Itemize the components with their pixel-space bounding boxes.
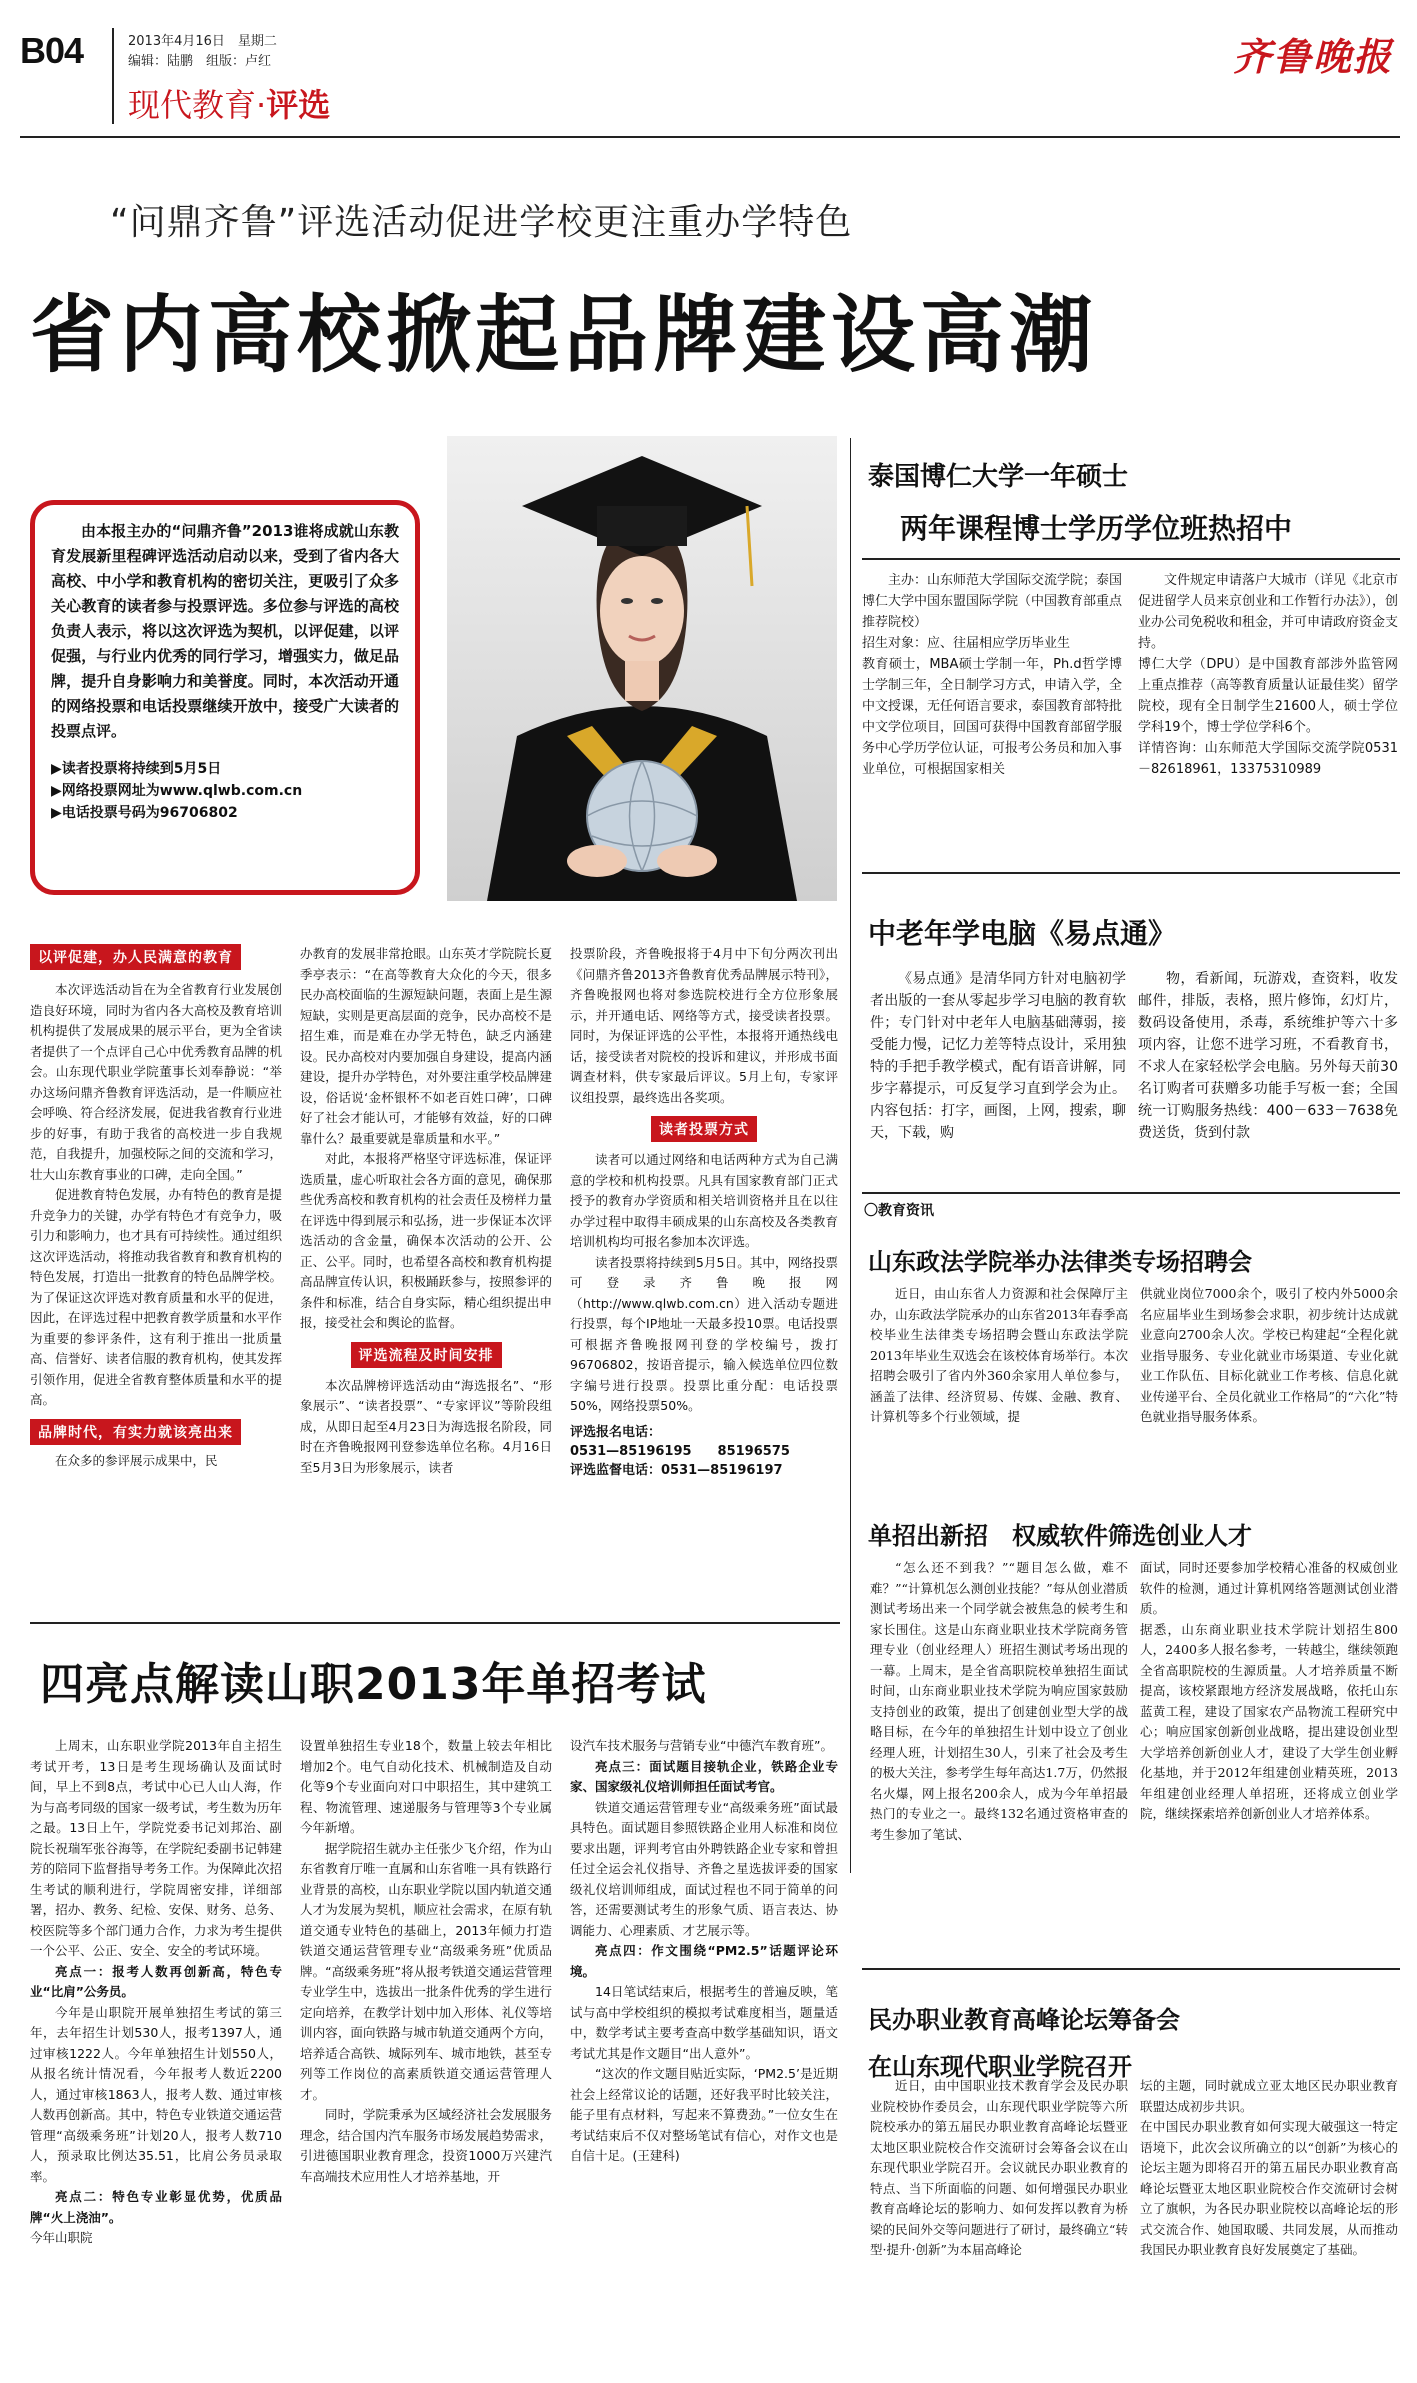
main-col-1 [30,944,282,1616]
section-title [128,80,330,126]
bottom-c1c-para: 今年山职院 [30,2230,93,2245]
ad-thai-university [862,440,1400,860]
article-forum [862,1968,1400,2368]
bullet-item: ▶读者投票将持续到5月5日 [51,761,222,777]
ad1-title-2: 两年课程博士学历学位班热招中 [900,512,1293,545]
ad1-right-text: 文件规定申请落户大城市（详见《北京市促进留学人员来京创业和工作暂行办法》），创业办公司免税收和租金，并可申请政府资金支持。 博仁大学（DPU）是中国教育部涉外监管网上重点推荐（高等教育质量认证最佳奖）留学院校，现有全日制学生21600人，硕士学位学科19个，博士学位学科6个。 详情咨询：山东师范大学国际交流学院0531－82618961，13375310989 [1138,573,1399,777]
masthead-divider [112,28,114,124]
col3-para-a: 投票阶段，齐鲁晚报将于4月中下旬分两次刊出《问鼎齐鲁2013齐鲁教育优秀品牌展示特刊》，齐鲁晚报网也将对参选院校进行全方位形象展示，并开通电话、网络等方式，接受读者投票。同时，为保证评选的公平性，本报将开通热线电话，接受读者对院校的投诉和建议，并形成书面调查材料，供专家最后评议。5月上旬，专家评议组投票，最终选出各奖项。 [570,946,838,1105]
ad1-title-1: 泰国博仁大学一年硕士 [868,462,1129,492]
bullet-list [51,758,399,824]
bottom-c2c-para: 同时，学院秉承为区域经济社会发展服务理念，结合国内汽车服务市场发展趋势需求，引进德国职业教育理念，投资1000万兴建汽车高端技术应用性人才培养基地，开 [300,2107,552,2184]
forum-title-1: 民办职业教育高峰论坛筹备会 [868,2006,1180,2034]
col2-para-b: 对此，本报将严格坚守评选标准，保证评选质量，虚心听取社会各方面的意见，确保那些优秀高校和教育机构的社会责任及榜样力量在评选中得到展示和弘扬，进一步保证本次评选活动的含金量，确保本次活动的公开、公正、公平。同时，也希望各高校和教育机构提高品牌宣传认识，积极踊跃参与，按照参评的条件和标准，结合自身实际，精心组织提出申报，接受社会和舆论的监督。 [300,1151,552,1330]
forum-title-2: 在山东现代职业学院召开 [868,2053,1132,2081]
newspaper-logo: 齐鲁晚报 [1232,34,1393,79]
law-right-text: 供就业岗位7000余个，吸引了校内外5000余名应届毕业生到场参会求职，初步统计达成就业意向2700余人次。学校已构建起“全程化就业指导服务、专业化就业市场渠道、专业化就业工作队伍、目标化就业工作考核、信息化就业传递平台、全员化就业工作格局”的“六化”特色就业指导服务体系。 [1140,1286,1398,1424]
bottom-c3b-para: 铁道交通运营管理专业“高级乘务班”面试最具特色。面试题目参照铁路企业用人标准和岗位要求出题，评判考官由外聘铁路企业专家和曾担任过全运会礼仪指导、齐鲁之星选拔评委的国家级礼仪培训师组成，面试过程也不同于简单的问答，还需要测试考生的形象气质、语言表达、协调能力、心理素质、才艺展示等。 [570,1799,838,1938]
law-left-text: 近日，由山东省人力资源和社会保障厅主办，山东政法学院承办的山东省2013年春季高校毕业生法律类专场招聘会暨山东政法学院2013年毕业生双选会在该校体育场举行。本次招聘会吸引了省内外360余家用人单位参与，涵盖了法律、经济贸易、传媒、金融、教育、计算机等多个行业领域，提 [870,1286,1128,1424]
law-title: 山东政法学院举办法律类专场招聘会 [868,1248,1252,1276]
ad2-title: 中老年学电脑《易点通》 [868,917,1177,950]
bottom-c2a-para: 设置单独招生专业18个，数量上较去年相比增加2个。电气自动化技术、机械制造及自动化等9个专业面向对口中职招生，其中建筑工程、物流管理、速递服务与管理等3个专业属今年新增。 [300,1738,552,1835]
bottom-c3c-para: 14日笔试结束后，根据考生的普遍反映，笔试与高中学校组织的模拟考试难度相当，题量适中，数学考试主要考查高中数学基础知识，语文考试尤其是作文题目“出人意外”。 [570,1984,838,2061]
bottom-col-1 [30,1736,282,2366]
bottom-section-rule [30,1622,840,1624]
subhead-2: 品牌时代，有实力就该亮出来 [30,1419,241,1445]
bottom-col-2 [300,1736,552,2366]
software-left-text: “怎么还不到我？”“题目怎么做，难不难？”“计算机怎么测创业技能？”每从创业潜质测试考场出来一个同学就会被焦急的候考生和家长围住。这是山东商业职业技术学院商务管理专业（创业经理人）班招生测试考场出现的一幕。上周末，是全省高职院校单独招生面试时间，山东商业职业技术学院为响应国家鼓励支持创业的政策，提出了创建创业型大学的战略目标，在今年的单独招生计划中设立了创业经理人班，计划招生30人，引来了社会及考生的极大关注，参考学生每年高达1.7万，仍然报名火爆，网上报名200余人，成为今年单招最热门的专业之一。最终132名通过资格审查的考生参加了笔试、 [870,1560,1128,1842]
issue-date: 2013年4月16日 星期二 [128,34,277,49]
graduate-photo [447,436,837,901]
section-name: 现代教育· [128,86,267,124]
bottom-c1-para: 上周末，山东职业学院2013年自主招生考试开考，13日是考生现场确认及面试时间，早上不到8点，考试中心已人山人海，作为与高考同级的国家一级考试，考生数为历年之最。13日上午，学院党委书记刘邦治、副院长祝瑞军张谷海等，在学院纪委副书记韩建芳的陪同下监督指导考务工作。为保障此次招生考试的顺利进行，学院周密安排，详细部署，招办、教务、纪检、安保、财务、总务、校医院等多个部门通力合作，力求为考生提供一个公平、公正、安全、安全的考试环境。 [30,1738,282,1958]
ad2-right-text: 物，看新闻，玩游戏，查资料，收发邮件，排版，表格，照片修饰，幻灯片，数码设备使用，杀毒，系统维护等六十多项内容，让您不进学习班，不看教育书，不求人在家轻松学会电脑。另外每天前30名订购者可获赠多功能手写板一套；全国统一订购服务热线：400－633－7638免费送货，货到付款 [1138,971,1398,1141]
col3-para-c: 读者投票将持续到5月5日。其中，网络投票可登录齐鲁晚报网（http://www.qlwb.com.cn）进入活动专题进行投票，每个IP地址一天最多投10票。电话投票可根据齐鲁晚报网刊登的学校编号，拨打96706802，按语音提示，输入候选单位四位数字编号进行投票。投票比重分配：电话投票50%，网络投票50%。 [570,1254,838,1413]
intro-box [30,500,420,895]
ad1-left-text: 主办：山东师范大学国际交流学院；泰国博仁大学中国东盟国际学院（中国教育部重点推荐院校） 招生对象：应、往届相应学历毕业生 教育硕士，MBA硕士学制一年，Ph.d哲学博士学制三年，全日制学习方式，申请入学，全中文授课，无任何语言要求，泰国教育部特批中文学位项目，回国可获得中国教育部留学服务中心学历学位认证，可报考公务员和加入事业单位，可根据国家相关 [862,573,1123,777]
bottom-c1b-para: 今年是山职院开展单独招生考试的第三年，去年招生计划530人，报考1397人，通过审核1222人。今年单独招生计划550人，从报名统计情况看，今年报考人数近2200人，通过审核1863人，报考人数、通过审核人数再创新高。其中，特色专业铁道交通运营管理“高级乘务班”计划20人，报考人数710人，预录取比例达35.51，比肩公务员录取率。 [30,2004,282,2184]
bottom-highlight-2: 亮点二：特色专业彰显优势，优质品牌“火上浇油”。 [30,2189,282,2225]
article-law-college [862,1228,1400,1478]
col2-para-c: 本次品牌榜评选活动由“海选报名”、“形象展示”、“读者投票”、“专家评议”等阶段组成，从即日起至4月23日为海选报名阶段，同时在齐鲁晚报网刊登参选单位名称。4月16日至5月3日为形象展示，读者 [300,1377,552,1475]
masthead-rule [20,136,1400,138]
bullet-item: ▶网络投票网址为www.qlwb.com.cn [51,783,303,799]
subhead-4: 读者投票方式 [651,1116,757,1142]
bottom-highlight-1: 亮点一：报考人数再创新高，特色专业“比肩”公务员。 [30,1963,282,1999]
col1-para-b: 促进教育特色发展，办有特色的教育是提升竞争力的关键，办学有特色才有竞争力，吸引力和影响力，也才具有可持续性。通过组织这次评选活动，将推动我省教育和教育机构的特色发展，打造出一批教育的特色品牌学校。为了保证这次评选对教育质量和水平的促进，因此，在评选过程中把教育教学质量和水平作为重要的参评条件，这有利于推出一批质量高、信誉好、读者信服的教育机构，使其发挥引领作用，促进全省教育整体质量和水平的提高。 [30,1187,282,1407]
masthead [0,0,1417,140]
col1-para-c: 在众多的参评展示成果中，民 [55,1452,218,1468]
bullet-item: ▶电话投票号码为96706802 [51,805,238,821]
software-right-text: 面试，同时还要参加学校精心准备的权威创业软件的检测，通过计算机网络答题测试创业潜质。 据悉，山东商业职业技术学院计划招生800人，2400多人报名参考，一转越尘，继续领跑全省高职院校的生源质量。人才培养质量不断提高，该校紧跟地方经济发展战略，依托山东蓝黄工程，建设了国家农产品物流工程研究中心；响应国家创新创业战略，提出建设创业型大学培养创新创业人才，建设了大学生创业孵化基地，并于2012年组建创业精英班，2013年组建创业经理人单招班，还将成立创业学院，继续探索培养创新创业人才培养体系。 [1140,1560,1398,1821]
forum-right-text: 坛的主题，同时就成立亚太地区民办职业教育联盟达成初步共识。 在中国民办职业教育如何实现大破强这一特定语境下，此次会议所确立的以“创新”为核心的论坛主题为即将召开的第五届民办职业教育高峰论坛暨亚太地区职业院校合作交流研讨会树立了旗帜，为各民办职业院校以高峰论坛的形式交流合作、她国取暖、共同发展，从而推动我国民办职业教育良好发展奠定了基础。 [1140,2078,1398,2257]
bottom-c2b-para: 据学院招生就办主任张少飞介绍，作为山东省教育厅唯一直属和山东省唯一具有铁路行业背景的高校，山东职业学院以国内轨道交通人才为发展为契机，顺应社会需求，在原有轨道交通专业特色的基础上，2013年倾力打造铁道交通运营管理专业“高级乘务班”优质品牌。“高级乘务班”将从报考铁道交通运营管理专业学生中，选拔出一批条件优秀的学生进行定向培养，在教学计划中加入形体、礼仪等培训内容，面向铁路与城市轨道交通两个方向，培养适合高铁、城际列车、城市地铁，甚至专列等工作岗位的高素质铁道交通运营管理人才。 [300,1840,552,2102]
kicker: “问鼎齐鲁”评选活动促进学校更注重办学特色 [110,202,853,243]
main-col-3 [570,944,838,1616]
bottom-col-3 [570,1736,838,2366]
forum-rule [862,1968,1400,1970]
bottom-c3a-para: 设汽车技术服务与营销专业“中德汽车教育班”。 [570,1738,833,1753]
edu-rule [862,1192,1400,1194]
forum-left-text: 近日，由中国职业技术教育学会及民办职业院校协作委员会，山东现代职业学院等六所院校承办的第五届民办职业教育高峰论坛暨亚太地区职业院校合作交流研讨会筹备会议在山东现代职业学院召开。会议就民办职业教育的特点、当下所面临的问题、如何增强民办职业教育高峰论坛的影响力、如何发挥以教育为桥梁的民间外交等问题进行了研讨，最终确立“转型·提升·创新”为本届高峰论 [870,2078,1128,2257]
supervision-phone: 评选监督电话：0531—85196197 [570,1462,783,1478]
bottom-c3d-para: “这次的作文题目贴近实际，‘PM2.5’是近期社会上经常议论的话题，还好我平时比较关注，能子里有点材料，写起来不算费劲。”一位女生在考试结束后不仅对整场笔试有信心，对作文也是自信十足。(王建科) [570,2066,838,2163]
ad2-left-text: 《易点通》是清华同方针对电脑初学者出版的一套从零起步学习电脑的教育软件；专门针对中老年人电脑基础薄弱，接受能力慢，记忆力差等特点设计，采用独特的手把手教学模式，配有语音讲解，同步字幕提示，可反复学习直到学会为止。内容包括：打字，画图，上网，搜索，聊天，下载，购 [870,971,1126,1141]
article-entrepreneur-software [862,1502,1400,1932]
bottom-headline: 四亮点解读山职2013年单招考试 [40,1659,707,1710]
ad-computer-course [862,872,1400,1172]
software-title: 单招出新招 权威软件筛选创业人才 [868,1522,1252,1550]
column-divider [850,438,851,1873]
headline: 省内高校掀起品牌建设高潮 [30,286,1099,384]
ad1-rule [862,558,1400,560]
intro-text: 由本报主办的“问鼎齐鲁”2013谁将成就山东教育发展新里程碑评选活动启动以来，受到了省内各大高校、中小学和教育机构的密切关注，更吸引了众多关心教育的读者参与投票评选。多位参与评选的高校负责人表示，将以这次评选为契机，以评促建，以评促强，与行业内优秀的同行学习，增强实力，做足品牌，提升自身影响力和美誉度。同时，本次活动开通的网络投票和电话投票继续开放中，接受广大读者的投票点评。 [51,522,399,740]
col2-para-a: 办教育的发展非常抢眼。山东英才学院院长夏季亭表示：“在高等教育大众化的今天，很多民办高校面临的生源短缺问题，表面上是生源短缺，实则是更高层面的竞争，民办高校不是招生难，而是难在办学无特色，缺乏内涵建设。民办高校对内要加强自身建设，提高内涵建设，提升办学特色，对外要注重学校品牌建设，俗话说‘金杯银杯不如老百姓口碑’，口碑好了社会才能认可，才能够有效益，好的口碑靠什么？最重要就是靠质量和水平。” [300,946,552,1146]
bottom-highlight-3: 亮点三：面试题目接轨企业，铁路企业专家、国家级礼仪培训师担任面试考官。 [570,1758,838,1794]
col1-para-a: 本次评选活动旨在为全省教育行业发展创造良好环境，同时为省内各大高校及教育培训机构提供了发展成果的展示平台，更为全省读者提供了一个点评自己心中优秀教育品牌的机会。山东现代职业学院董事长刘奉静说：“举办这场问鼎齐鲁教育评选活动，是一件顺应社会呼唤、符合经济发展，促进我省教育行业进步的好事，有助于我省的高校进一步自我规范，自我提升，加强校际之间的交流和学习，壮大山东教育事业的口碑，走向全国。” [30,982,282,1182]
subhead-1: 以评促建，办人民满意的教育 [30,944,241,970]
page-number: B04 [20,30,84,71]
main-col-2 [300,944,552,1616]
edu-news-label: 〇教育资讯 [864,1203,934,1219]
graduate-illustration [447,436,837,901]
registration-phone: 0531—85196195 85196575 [570,1443,790,1459]
bottom-highlight-4: 亮点四：作文围绕“PM2.5”话题评论环境。 [570,1943,838,1979]
subhead-3: 评选流程及时间安排 [351,1342,502,1368]
section-sub: 评选 [266,86,331,124]
registration-phone-label: 评选报名电话： [570,1424,662,1440]
col3-para-b: 读者可以通过网络和电话两种方式为自己满意的学校和机构投票。凡具有国家教育部门正式授予的教育办学资质和相关培训资格并且在以往办学过程中取得丰硕成果的山东高校及各类教育培训机构均可报名参加本次评选。 [570,1152,838,1249]
editors: 编辑：陆鹏 组版：卢红 [128,54,272,69]
ad2-rule [862,872,1400,874]
